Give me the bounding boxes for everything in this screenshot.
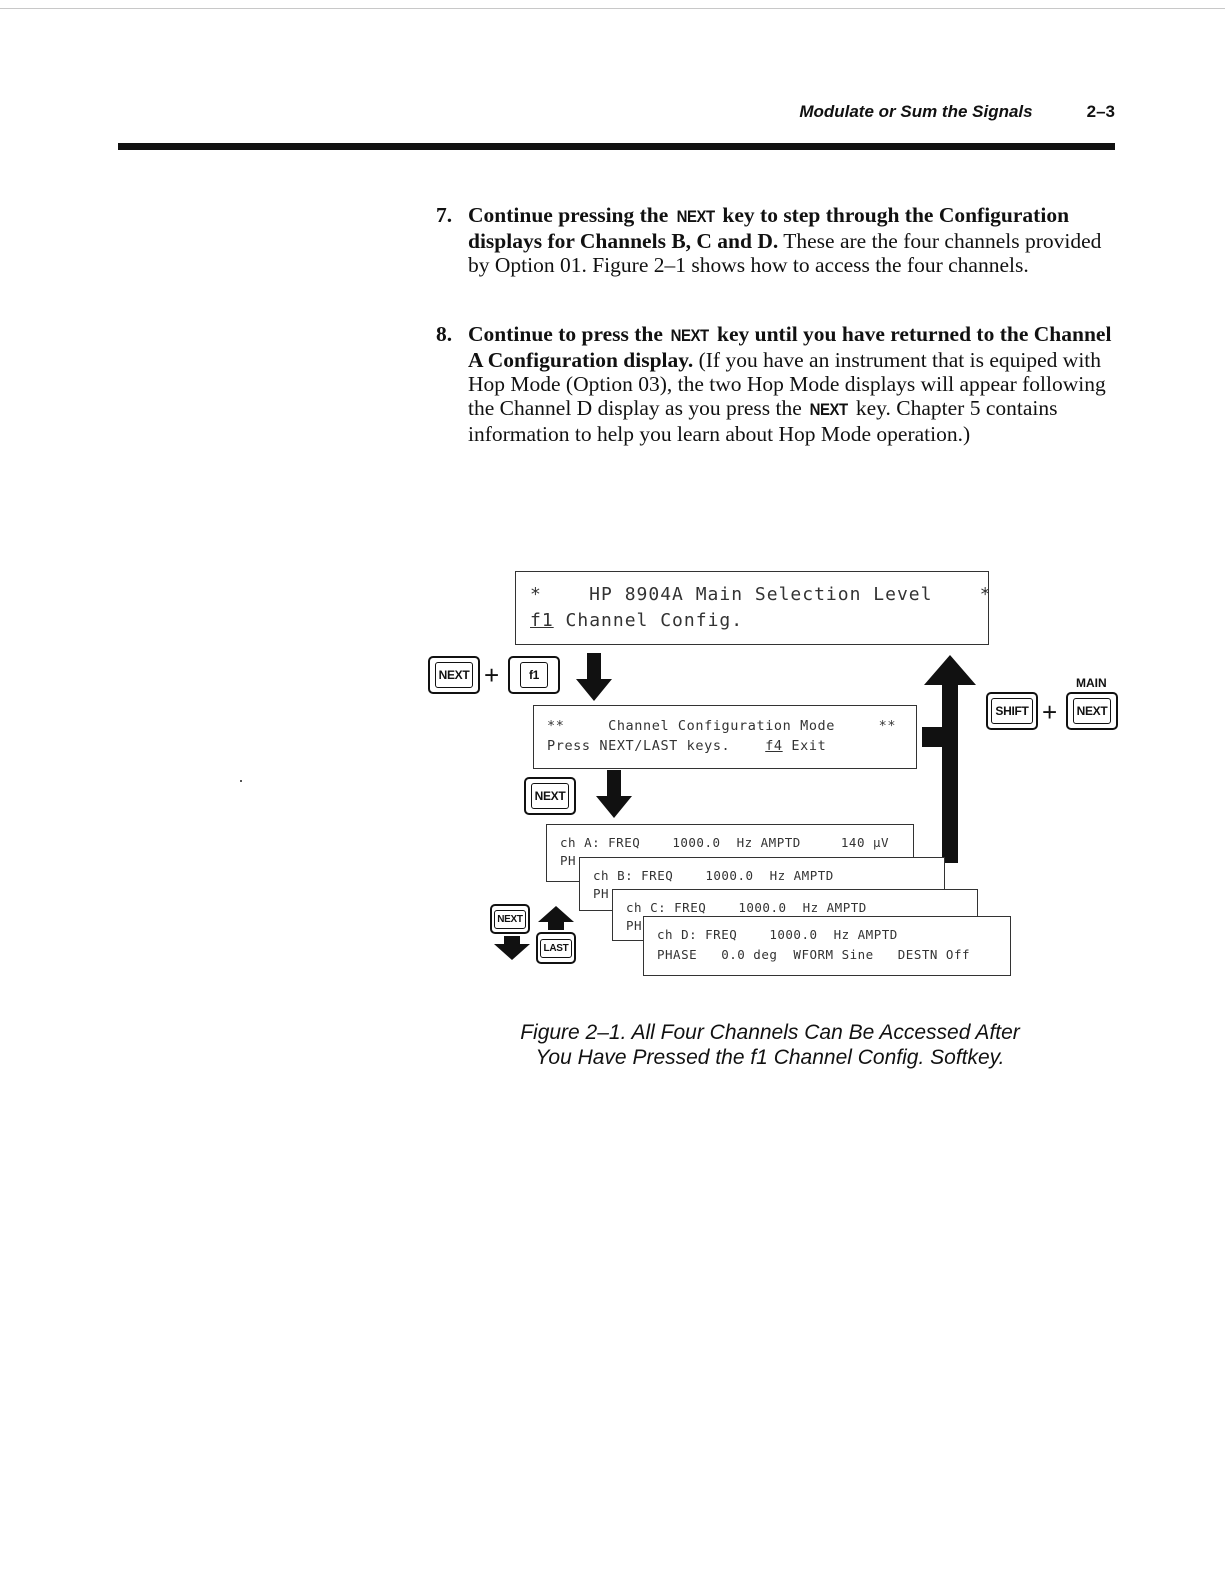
step-bold-text: Continue to press the [468, 322, 669, 346]
return-up-arrow-icon [918, 655, 980, 867]
up-arrow-icon [538, 906, 574, 930]
step-bold-text: key until you have returned to the Channel A Configuration display. [468, 322, 1112, 372]
next-key-label: NEXT [435, 662, 474, 688]
step-body [468, 203, 1116, 277]
shift-key-label: SHIFT [991, 698, 1032, 724]
scan-speck [240, 780, 242, 782]
main-label: MAIN [1076, 676, 1107, 690]
step-text: These are the four channels provided by Option 01. Figure 2–1 shows how to access the four channels. [468, 229, 1102, 277]
f1-key-label: f1 [520, 662, 548, 688]
down-arrow-icon [576, 653, 612, 701]
last-key-label: LAST [540, 939, 573, 958]
caption-line-2: You Have Pressed the f1 Channel Config. Softkey. [535, 1046, 1005, 1069]
next-key-label: NEXT [531, 783, 570, 809]
display-line-2 [547, 738, 826, 754]
f1-key [508, 656, 560, 694]
next-key-label: NEXT [809, 400, 848, 419]
display-text: Exit [782, 738, 827, 754]
display-line-1: ch B: FREQ 1000.0 Hz AMPTD [593, 868, 834, 883]
channel-d-display [643, 916, 1011, 976]
next-key-label: NEXT [1073, 698, 1112, 724]
next-key [524, 777, 576, 815]
plus-sign: + [1042, 697, 1058, 727]
figure-caption [420, 1020, 1120, 1070]
display-line-1: ** Channel Configuration Mode ** [547, 718, 897, 734]
display-line-2: PH [626, 918, 643, 933]
display-line-2: PHASE 0.0 deg WFORM Sine DESTN Off [657, 947, 970, 962]
step-number: 7. [436, 203, 453, 227]
page-number: 2–3 [1086, 102, 1115, 121]
display-line-1: ch A: FREQ 1000.0 Hz AMPTD 140 µV [560, 835, 890, 850]
shift-key [986, 692, 1038, 730]
down-arrow-icon [494, 936, 530, 960]
display-line-1: ch D: FREQ 1000.0 Hz AMPTD [657, 927, 898, 942]
caption-line-1: Figure 2–1. All Four Channels Can Be Accessed After [520, 1021, 1020, 1044]
step-bold-text: Continue pressing the [468, 203, 674, 227]
plus-sign: + [484, 660, 500, 690]
section-title: Modulate or Sum the Signals [799, 102, 1033, 121]
display-line-1: * HP 8904A Main Selection Level * [530, 584, 992, 605]
display-line-2: PH [593, 886, 610, 901]
next-key [490, 904, 530, 934]
next-key [428, 656, 480, 694]
top-rule [0, 8, 1225, 9]
channel-config-display [533, 705, 917, 769]
last-key [536, 932, 576, 964]
step-number: 8. [436, 322, 453, 346]
next-key-label: NEXT [676, 207, 715, 226]
display-line-1: ch C: FREQ 1000.0 Hz AMPTD [626, 900, 867, 915]
header-rule [118, 143, 1115, 150]
f4-softkey-label: f4 [765, 738, 783, 754]
step-7 [436, 203, 1116, 277]
step-text: (If you have an instrument that is equiped with Hop Mode (Option 03), the two Hop Mode displays will appear following the Channel D display as you press the [468, 348, 1106, 420]
down-arrow-icon [596, 770, 632, 818]
display-line-2 [530, 610, 743, 631]
step-bold-text: key to step through the Configuration displays for Channels B, C and D. [468, 203, 1070, 253]
running-header [799, 102, 1115, 122]
softkey-text: Channel Config. [553, 610, 744, 631]
next-key-label: NEXT [670, 326, 710, 345]
display-text: Press NEXT/LAST keys. [547, 738, 766, 754]
step-body [468, 322, 1116, 446]
step-8 [436, 322, 1116, 446]
next-key [1066, 692, 1118, 730]
f1-softkey-label: f1 [530, 610, 554, 631]
next-key-label: NEXT [494, 910, 525, 929]
display-line-2: PH [560, 853, 577, 868]
main-selection-display [515, 571, 992, 645]
step-text: key. Chapter 5 contains information to help you learn about Hop Mode operation.) [468, 396, 1058, 446]
